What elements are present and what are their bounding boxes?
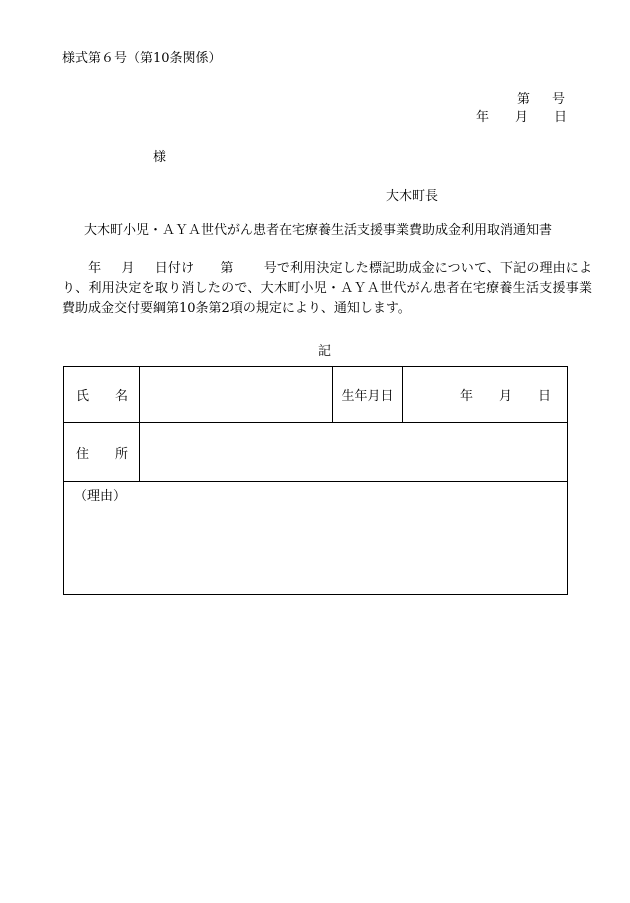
- name-label-cell: [64, 367, 140, 423]
- name-label-2: 名: [115, 389, 129, 404]
- addressee: 様: [153, 150, 167, 165]
- number-go: 号: [552, 92, 566, 107]
- birth-day: 日: [537, 389, 551, 404]
- date-month: 月: [515, 110, 529, 125]
- birth-label-cell: [333, 367, 403, 423]
- issuer: 大木町長: [386, 189, 439, 204]
- body-text: [62, 259, 592, 319]
- ki-heading: 記: [318, 344, 332, 359]
- form-number: 様式第６号（第10条関係）: [62, 51, 222, 66]
- reason-cell: [64, 482, 568, 595]
- date-day: 日: [554, 110, 568, 125]
- document-title: 大木町小児・ＡＹＡ世代がん患者在宅療養生活支援事業費助成金利用取消通知書: [84, 223, 553, 238]
- name-value-cell: [140, 367, 333, 423]
- birth-year: 年: [459, 389, 473, 404]
- body-dai: 第: [220, 261, 234, 276]
- body-day: 日付け: [154, 261, 195, 276]
- reason-label: （理由）: [74, 489, 127, 504]
- body-month: 月: [121, 261, 135, 276]
- address-label-1: 住: [76, 446, 90, 462]
- birth-label: 生年月日: [341, 389, 394, 404]
- address-row: [64, 423, 568, 482]
- record-table: [63, 366, 568, 595]
- document-number: [517, 88, 565, 107]
- birth-month: 月: [498, 389, 512, 404]
- name-label-1: 氏: [76, 389, 90, 404]
- reason-row: [64, 482, 568, 595]
- address-label-2: 所: [115, 446, 129, 462]
- number-dai: 第: [517, 92, 531, 107]
- birth-value-cell: [403, 367, 568, 423]
- address-value-cell: [140, 423, 568, 482]
- date-year: 年: [476, 110, 490, 125]
- name-row: [64, 367, 568, 423]
- address-label-cell: [64, 423, 140, 482]
- body-year: 年: [88, 261, 102, 276]
- issue-date: [476, 106, 567, 125]
- body-rest: 号で利用決定した標記助成金について、下記の理由により、利用決定を取り消したので、大木町小児・ＡＹＡ世代がん患者在宅療養生活支援事業費助成金交付要綱第10条第2項の規定により、通知します。: [62, 261, 592, 316]
